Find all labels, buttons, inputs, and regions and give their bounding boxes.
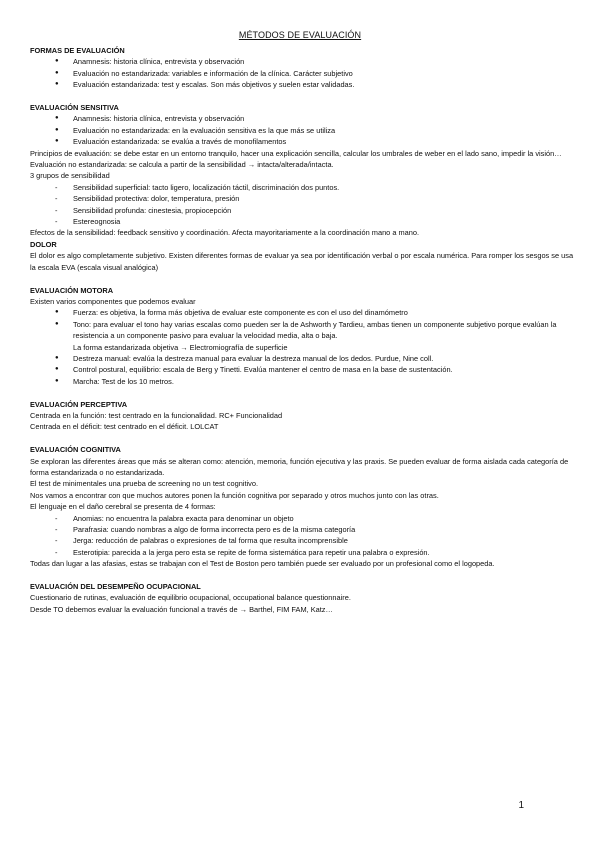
- list-item: ● Tono: para evaluar el tono hay varias escalas como pueden ser la de Ashworth y Tardieu, ambas tienen un componente subjetivo porque evalúan la resistencia a un componente pasivo para evaluar la velocidad media, alta o baja.: [30, 319, 575, 342]
- list-item: ● Destreza manual: evalúa la destreza manual para evaluar la destreza manual de los dedos. Purdue, Nine coll.: [30, 353, 575, 364]
- grupos-list: [30, 182, 575, 228]
- formas-list: [30, 56, 575, 90]
- list-item: ● Evaluación no estandarizada: variables e información de la clínica. Carácter subjetivo: [30, 68, 575, 79]
- section-heading-formas: FORMAS DE EVALUACIÓN: [30, 46, 125, 55]
- list-item: - Jerga: reducción de palabras o expresiones de tal forma que resulta incomprensible: [30, 535, 575, 546]
- paragraph: Efectos de la sensibilidad: feedback sensitivo y coordinación. Afecta mayoritariamente a la coordinación mano a mano.: [30, 228, 420, 238]
- motora-list-2: [30, 353, 575, 387]
- list-item: ● Control postural, equilibrio: escala de Berg y Tinetti. Evalúa mantener el centro de masa en la base de sustentación.: [30, 364, 575, 375]
- paragraph: El test de minimentales una prueba de screening no un test cognitivo.: [30, 479, 259, 489]
- paragraph: Desde TO debemos evaluar la evaluación funcional a través de → Barthel, FIM FAM, Katz…: [30, 604, 333, 614]
- paragraph: Centrada en el déficit: test centrado en el déficit. LOLCAT: [30, 422, 219, 432]
- paragraph: Evaluación no estandarizada: se calcula a partir de la sensibilidad → intacta/alterada/intacta.: [30, 160, 334, 170]
- paragraph: Nos vamos a encontrar con que muchos autores ponen la función cognitiva por separado y otros muchos junto con las otras.: [30, 490, 439, 500]
- paragraph: Existen varios componentes que podemos evaluar: [30, 296, 196, 306]
- section-heading-sensitiva: EVALUACIÓN SENSITIVA: [30, 103, 119, 113]
- paragraph: Todas dan lugar a las afasias, estas se trabajan con el Test de Boston pero también puede ser evaluado por un profesional como el logopeda.: [30, 559, 495, 569]
- page-number: 1: [518, 800, 524, 811]
- list-item: ● Anamnesis: historia clínica, entrevista y observación: [30, 113, 575, 124]
- document-title: MÉTODOS DE EVALUACIÓN: [238, 30, 362, 40]
- list-item: ● Evaluación no estandarizada: en la evaluación sensitiva es la que más se utiliza: [30, 125, 575, 136]
- list-item: ● Marcha: Test de los 10 metros.: [30, 376, 575, 387]
- section-heading-perceptiva: EVALUACIÓN PERCEPTIVA: [30, 399, 128, 409]
- lenguaje-list: [30, 513, 575, 559]
- list-item: - Sensibilidad protectiva: dolor, temperatura, presión: [30, 193, 575, 204]
- paragraph: 3 grupos de sensibilidad: [30, 171, 110, 181]
- sensitiva-list: [30, 113, 575, 147]
- motora-list: [30, 307, 575, 341]
- paragraph: El lenguaje en el daño cerebral se presenta de 4 formas:: [30, 502, 216, 512]
- list-item: - Esterotipia: parecida a la jerga pero esta se repite de forma sistemática para repetir una palabra o expresión.: [30, 547, 575, 558]
- list-item: ● Fuerza: es objetiva, la forma más objetiva de evaluar este componente es con el uso del dinamómetro: [30, 307, 575, 318]
- paragraph: La forma estandarizada objetiva → Electromiografía de superficie: [73, 342, 288, 352]
- section-heading-cognitiva: EVALUACIÓN COGNITIVA: [30, 445, 121, 455]
- paragraph: Centrada en la función: test centrado en la funcionalidad. RC+ Funcionalidad: [30, 410, 283, 420]
- paragraph: Cuestionario de rutinas, evaluación de equilibrio ocupacional, occupational balance questionnaire.: [30, 593, 351, 603]
- paragraph: Principios de evaluación: se debe estar en un entorno tranquilo, hacer una explicación sencilla, calcular los umbrales de weber en el lado sano, impedir la visión…: [30, 148, 562, 158]
- section-heading-motora: EVALUACIÓN MOTORA: [30, 285, 114, 295]
- paragraph: El dolor es algo completamente subjetivo. Existen diferentes formas de evaluar ya sea por identificación verbal o por escala numérica. Para romper los sesgos se usa la escala EVA (escala visual analógica): [30, 251, 574, 272]
- list-item: - Anomias: no encuentra la palabra exacta para denominar un objeto: [30, 513, 575, 524]
- list-item: ● Anamnesis: historia clínica, entrevista y observación: [30, 56, 575, 67]
- list-item: - Estereognosia: [30, 216, 575, 227]
- paragraph: Se exploran las diferentes áreas que más se alteran como: atención, memoria, función ejecutiva y las praxis. Se pueden evaluar de forma aislada cada categoría de forma estandarizada o no estandarizada.: [30, 456, 569, 477]
- document-body: [30, 45, 575, 615]
- list-item: - Parafrasia: cuando nombras a algo de forma incorrecta pero es de la misma categoría: [30, 524, 575, 535]
- list-item: - Sensibilidad superficial: tacto ligero, localización táctil, discriminación dos puntos.: [30, 182, 575, 193]
- list-item: ● Evaluación estandarizada: se evalúa a través de monofilamentos: [30, 136, 575, 147]
- section-heading-ocupacional: EVALUACIÓN DEL DESEMPEÑO OCUPACIONAL: [30, 582, 201, 592]
- list-item: ● Evaluación estandarizada: test y escalas. Son más objetivos y suelen estar validadas.: [30, 79, 575, 90]
- section-heading-dolor: DOLOR: [30, 239, 57, 249]
- list-item: - Sensibilidad profunda: cinestesia, propiocepción: [30, 205, 575, 216]
